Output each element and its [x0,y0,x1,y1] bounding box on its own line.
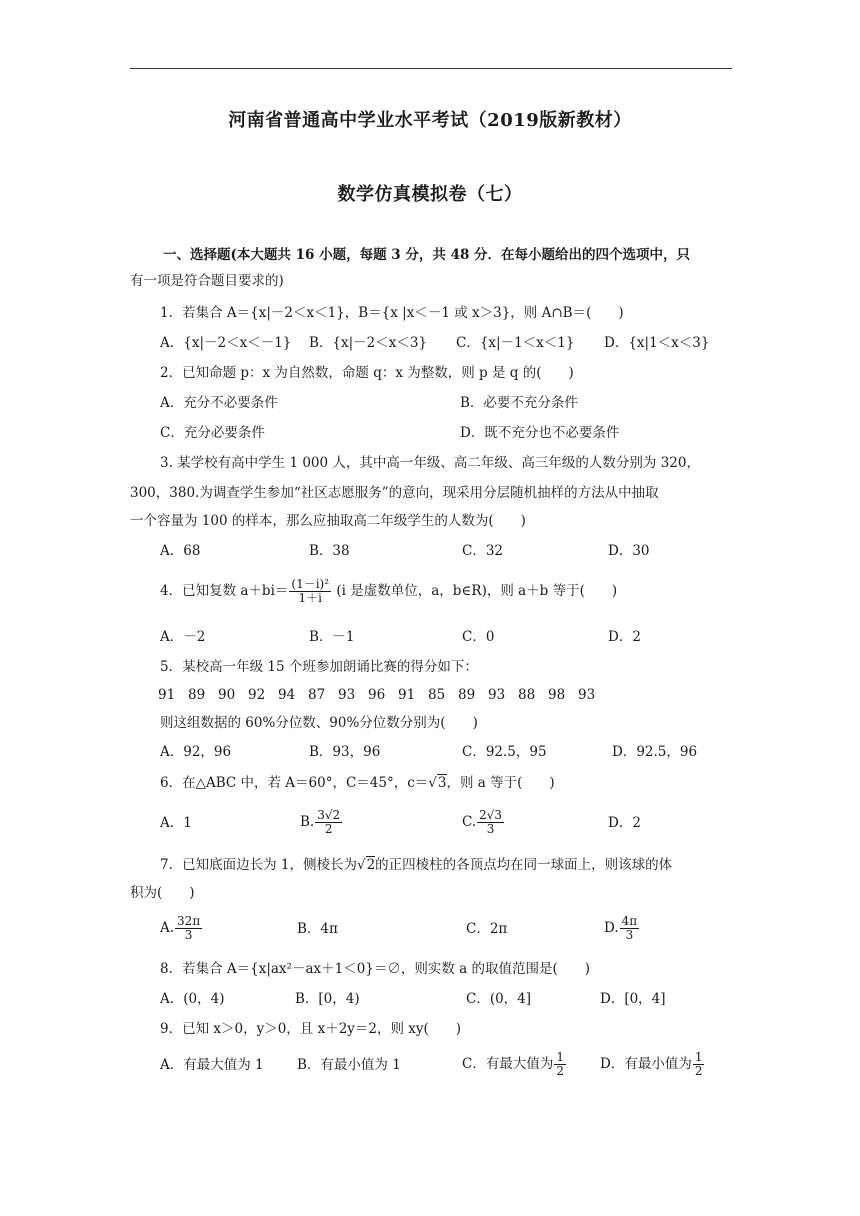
q5-score: 87 [308,687,326,703]
q4-fraction-numerator: (1－i)² [291,577,330,591]
q5-score: 89 [458,687,476,703]
q8-option-b: B．[0，4) [295,991,360,1007]
q9-option-c-fraction [554,1051,566,1078]
q7-option-c: C．2π [466,921,508,937]
q8-option-a: A．(0，4) [160,991,225,1007]
q5-score: 90 [218,687,236,703]
q6-option-c-numerator: 2√3 [479,808,503,822]
q7-option-d-denominator: 3 [625,928,634,942]
q4-stem-tail: (i 是虚数单位，a，b∈R)，则 a＋b 等于( ) [336,583,618,599]
q5-score: 93 [578,687,596,703]
q7-option-d-label: D. [604,920,619,936]
exam-title: 河南省普通高中学业水平考试（2019版新教材） [228,110,632,131]
q7-option-a [160,910,203,946]
top-rule [130,68,732,69]
q7-option-a-label: A. [160,920,175,936]
q5-option-d: D．92.5，96 [612,744,698,760]
q5-score: 98 [548,687,566,703]
q1-option-b: B．{x|－2＜x＜3} [309,335,428,351]
q7-option-d-numerator: 4π [621,914,638,928]
q5-score: 96 [368,687,386,703]
q6-option-b-numerator: 3√2 [317,808,341,822]
q5-score: 91 [398,687,416,703]
q6-option-c-label: C. [462,814,477,830]
section-heading-line1: 一、选择题(本大题共 16 小题，每题 3 分，共 48 分．在每小题给出的四个选项中，只 [163,247,691,263]
q3-stem-line3: 一个容量为 100 的样本，那么应抽取高二年级学生的人数为( ) [130,513,526,529]
q1-option-d: D．{x|1＜x＜3} [604,335,710,351]
q5-score: 93 [488,687,506,703]
q8-option-d: D．[0，4] [600,991,666,1007]
q1-option-a: A．{x|－2＜x＜－1} [160,335,292,351]
q4-stem-lead: 4．已知复数 a＋bi＝ [160,583,289,599]
q4-option-a: A．－2 [160,629,206,645]
q4-option-b: B．－1 [309,629,355,645]
q7-stem-tail: 的正四棱柱的各顶点均在同一球面上，则该球的体 [375,857,673,873]
q5-question: 则这组数据的 60%分位数、90%分位数分别为( ) [160,715,478,731]
q1-option-c: C．{x|－1＜x＜1} [456,335,575,351]
q3-option-d: D．30 [608,543,650,559]
q7-radicand: 2 [366,857,376,873]
q9-option-b: B．有最小值为 1 [297,1057,401,1073]
q5-option-a: A．92，96 [160,744,232,760]
q9-option-d-lead: D．有最小值为 [600,1056,692,1072]
section-heading-line2: 有一项是符合题目要求的) [130,273,284,289]
q1-stem: 1．若集合 A＝{x|－2＜x＜1}，B＝{x |x＜－1 或 x＞3}，则 A∩B＝( ) [160,305,624,321]
q7-option-a-denominator: 3 [184,928,193,942]
q4-option-c: C．0 [462,629,495,645]
q7-stem-line2: 积为( ) [130,885,195,901]
q6-option-b-denominator: 2 [324,822,333,836]
q6-option-c-fraction [477,809,504,836]
q6-stem-lead: 6．在△ABC 中，若 A＝60°，C＝45°，c＝√ [160,775,437,791]
q3-stem-line2: 300，380.为调查学生参加“社区志愿服务”的意向，现采用分层随机抽样的方法从中抽取 [130,485,659,501]
q6-option-b [300,804,343,840]
q9-stem: 9．已知 x＞0，y＞0，且 x＋2y＝2，则 xy( ) [160,1021,462,1037]
q6-option-d: D．2 [608,815,641,831]
q7-option-d-fraction [620,915,640,942]
q6-stem [160,774,555,792]
q5-score: 91 [158,687,176,703]
q5-score: 92 [248,687,266,703]
q9-option-c-numerator: 1 [556,1050,564,1064]
q3-stem-line1: 3. 某学校有高中学生 1 000 人，其中高一年级、高二年级、高三年级的人数分别为 320， [160,455,700,471]
q5-score: 93 [338,687,356,703]
q7-option-d [604,910,640,946]
q3-option-a: A．68 [160,543,201,559]
q4-option-d: D．2 [608,629,641,645]
q7-option-a-fraction [175,915,202,942]
q9-option-d-denominator: 2 [694,1064,703,1078]
q5-score-list [158,686,608,704]
q5-option-c: C．92.5，95 [462,744,547,760]
q9-option-d-fraction [693,1051,705,1078]
q6-stem-tail: ，则 a 等于( ) [446,775,555,791]
q6-option-b-label: B. [300,814,315,830]
q5-stem: 5．某校高一年级 15 个班参加朗诵比赛的得分如下： [160,659,478,675]
q4-fraction [289,578,331,605]
q5-score: 85 [428,687,446,703]
q3-option-c: C．32 [462,543,504,559]
q7-option-a-numerator: 32π [177,914,201,928]
q4-stem [160,572,617,610]
q7-stem-lead: 7．已知底面边长为 1，侧棱长为√ [160,857,366,873]
q5-score: 88 [518,687,536,703]
q2-stem: 2．已知命题 p：x 为自然数，命题 q：x 为整数，则 p 是 q 的( ) [160,365,574,381]
q4-fraction-denominator: 1＋i [298,591,322,605]
q2-option-d: D．既不充分也不必要条件 [460,425,620,441]
q5-score: 89 [188,687,206,703]
q3-option-b: B．38 [309,543,350,559]
q8-option-c: C．(0，4] [466,991,532,1007]
q9-option-a: A．有最大值为 1 [160,1057,264,1073]
q6-option-b-fraction [315,809,342,836]
q9-option-d [600,1046,705,1082]
q9-option-c [462,1046,567,1082]
q6-option-c-denominator: 3 [486,822,495,836]
q8-stem: 8．若集合 A＝{x|ax²－ax＋1＜0}＝∅，则实数 a 的取值范围是( ) [160,961,591,977]
q5-score: 94 [278,687,296,703]
q7-stem-line1 [160,856,672,874]
q9-option-c-denominator: 2 [556,1064,564,1078]
q5-option-b: B．93，96 [309,744,381,760]
q6-option-a: A．1 [160,815,192,831]
q7-option-b: B．4π [297,921,338,937]
q6-radicand: 3 [437,775,447,791]
q2-option-c: C．充分必要条件 [160,425,265,441]
q9-option-c-lead: C．有最大值为 [462,1056,554,1072]
q2-option-b: B．必要不充分条件 [460,395,578,411]
q9-option-d-numerator: 1 [694,1050,703,1064]
q2-option-a: A．充分不必要条件 [160,395,278,411]
exam-subtitle: 数学仿真模拟卷（七） [337,184,523,205]
q6-option-c [462,804,505,840]
